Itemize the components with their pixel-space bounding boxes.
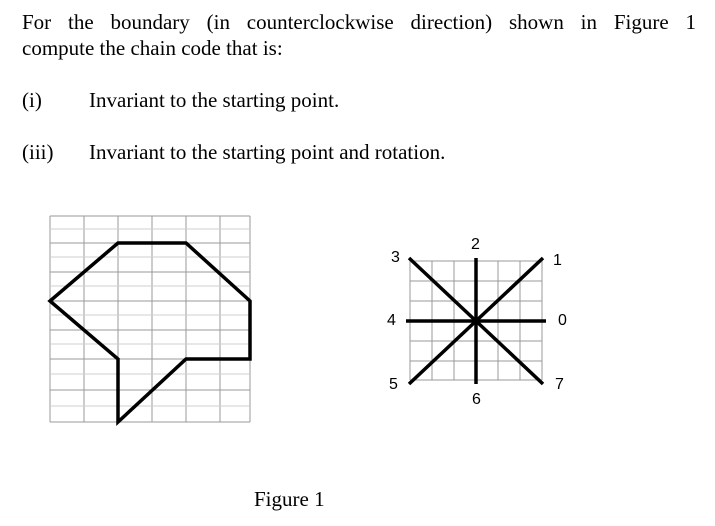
figure-caption: Figure 1 — [254, 487, 325, 511]
item-text-iii: Invariant to the starting point and rotation. — [89, 140, 446, 164]
direction-label-5: 5 — [389, 376, 398, 393]
direction-line-7 — [476, 321, 543, 384]
question-line-1: For the boundary (in counterclockwise direction) shown in Figure 1 — [22, 10, 696, 34]
direction-label-7: 7 — [555, 376, 564, 393]
direction-label-0: 0 — [558, 312, 567, 329]
direction-label-4: 4 — [387, 312, 396, 329]
item-marker-iii: (iii) — [22, 140, 54, 164]
direction-label-6: 6 — [472, 391, 481, 408]
direction-line-3 — [409, 258, 476, 321]
direction-label-2: 2 — [471, 236, 480, 253]
question-line-2: compute the chain code that is: — [22, 36, 283, 60]
item-text-i: Invariant to the starting point. — [89, 88, 340, 112]
item-marker-i: (i) — [22, 88, 42, 112]
direction-line-5 — [409, 321, 476, 384]
direction-label-1: 1 — [553, 252, 562, 269]
direction-label-3: 3 — [391, 249, 400, 266]
direction-line-1 — [476, 258, 543, 321]
direction-arrows — [406, 258, 546, 384]
